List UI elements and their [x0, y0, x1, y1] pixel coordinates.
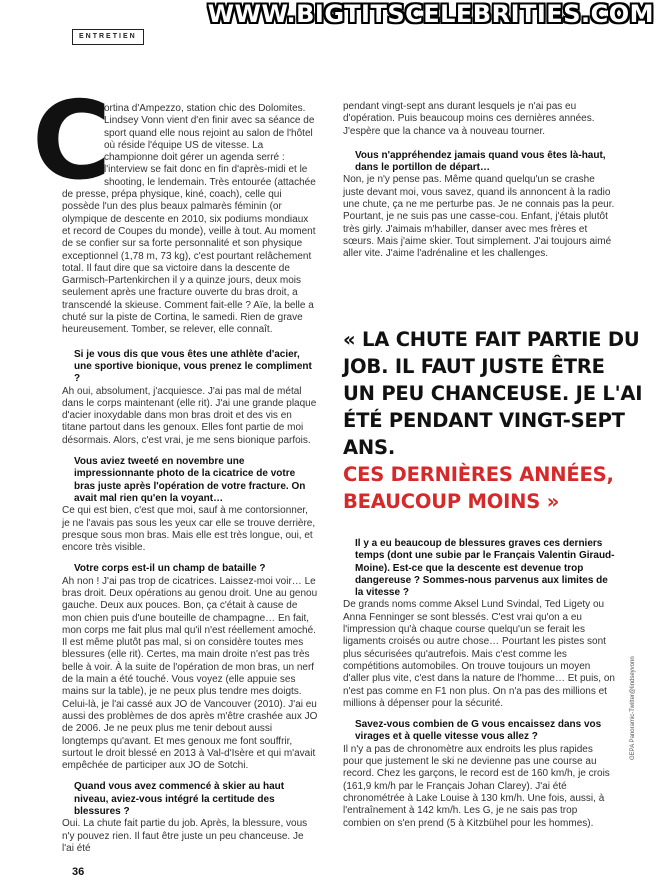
- page-number: 36: [72, 866, 85, 878]
- left-column: [32, 79, 318, 855]
- watermark: WWW.BIGTITSCELEBRITIES.COM: [207, 0, 654, 28]
- pull-quote-main: « LA CHUTE FAIT PARTIE DU JOB. IL FAUT JUSTE ÊTRE UN PEU CHANCEUSE. JE L'AI ÉTÉ PENDANT VINGT-SEPT ANS.: [343, 328, 643, 459]
- intro: [32, 79, 318, 337]
- answer-3: Ah non ! J'ai pas trop de cicatrices. Laissez-moi voir… Le bras droit. Deux opérations au genou droit. Une au genou gauche. Deux aux pouces. Bon, ça c'était à cause de mon chien puis d'une bouteille de champagne… En fait, mon corps me fait plus mal qu'il n'est réellement amoché. Il est même plutôt pas mal, si on considère toutes mes blessures (elle rit). Certes, ma main droite n'est pas très belle à voir. À la suite de l'opération de mon bras, un nerf de la main a été touché. Vous voyez (elle appuie ses mains sur la table), je ne peux plus tendre mes doigts. Celui-là, je l'ai cassé aux JO de Vancouver (2010). J'ai eu aussi des problèmes de dos après m'être crashée aux JO de 2006. Je ne peux plus me tenir debout aussi longtemps qu'avant. Et mes genoux me font souffrir, surtout le droit blessé en 2013 à Val-d'Isère et qui m'avait empêchée de participer aux JO de Sotchi.: [62, 575, 318, 772]
- photo-credit: GEPA Panoramic-Twitter@lindseyvonn: [630, 656, 636, 760]
- question-5: Vous n'appréhendez jamais quand vous êtes là-haut, dans le portillon de départ…: [355, 149, 606, 174]
- answer-4: Oui. La chute fait partie du job. Après, la blessure, vous n'y pouvez rien. Il faut être juste un peu chanceuse. Je l'ai été: [62, 818, 308, 854]
- pull-quote-accent: CES DERNIÈRES ANNÉES, BEAUCOUP MOINS »: [343, 463, 614, 513]
- answer-4-continued: pendant vingt-sept ans durant lesquels je n'ai pas eu d'opération. Puis beaucoup moins ces dernières années. J'espère que la chance va à nouveau tourner.: [343, 101, 595, 137]
- question-6: Il y a eu beaucoup de blessures graves ces derniers temps (dont une subie par le Français Valentin Giraud-Moine). Est-ce que la descente est devenue trop dangereuse ? Sommes-nous parvenus aux limites de la vitesse ?: [355, 538, 615, 599]
- question-7: Savez-vous combien de G vous encaissez dans vos virages et à quelle vitesse vous allez ?: [355, 719, 602, 743]
- answer-6: De grands noms comme Aksel Lund Svindal, Ted Ligety ou Anna Fenninger se sont blessés. C'est vrai qu'on a eu l'impression qu'à chaque course quelqu'un se ferait les ligaments croisés ou autre chose… Pourtant les pistes sont plus sécurisées qu'autrefois. Mais c'est comme les compétitions automobiles. On trouve toujours un moyen d'aller plus vite, c'est dans la nature de l'homme… Et puis, on n'est pas comme en F1 non plus. On n'a pas des millions et millions à dépenser pour la sécurité.: [343, 599, 615, 709]
- question-3: Votre corps est-il un champ de bataille ?: [74, 563, 266, 575]
- answer-5: Non, je n'y pense pas. Même quand quelqu'un se crashe juste devant moi, vous savez, quand ils annoncent à la radio une chute, ça ne me perturbe pas. Je ne connais pas la peur. Pourtant, je ne suis pas une casse-cou. Enfant, j'étais plutôt très girly. J'aimais m'habiller, danser avec mes frères et sœurs. Mais j'aime skier. Tout simplement. J'ai toujours aimé aller vite. J'aime l'adrénaline et les challenges.: [343, 174, 615, 260]
- drop-cap: C: [32, 79, 112, 204]
- answer-1: Ah oui, absolument, j'acquiesce. J'ai pas mal de métal dans le corps maintenant (elle rit). J'ai une grande plaque d'acier inoxydable dans mon bras droit et des vis en titane partout dans les genoux. Elles font partie de moi désormais. Alors, c'est vrai, je me sens bionique parfois.: [62, 385, 317, 446]
- question-1: Si je vous dis que vous êtes une athlète d'acier, une sportive bionique, vous prenez le compliment ?: [74, 348, 312, 385]
- answer-7: Il n'y a pas de chronomètre aux endroits les plus rapides pour que justement le ski ne devienne pas une course au record. Chez les garçons, le record est de 160 km/h, je crois (161,9 km/h par le Français Johan Clarey). J'ai été chronométrée à Lake Louise à 130 km/h. Une fois, aussi, à l'entraînement à 142 km/h. Les G, je ne sais pas trop combien on s'en prend (5 à Kitzbühel pour les hommes).: [343, 743, 610, 829]
- intro-text: ortina d'Ampezzo, station chic des Dolomites. Lindsey Vonn vient d'en finir avec sa séance de sport quand elle nous rejoint au salon de l'hôtel où réside l'équipe US de vitesse. La championne doit gérer un agenda serré : l'interview se fait donc en fin d'après-midi et le shooting, le lendemain. Très entourée (attachée de presse, prépa physique, kiné, coach), celle qui possède l'un des plus beaux palmarès féminin (or olympique de descente en 2010, six podiums mondiaux et record de Coupes du monde), veille à tout. Au moment de se confier sur sa forte personnalité et son physique exceptionnel (1,78 m, 73 kg), c'est pourtant relâchement total. Il faut dire que sa victoire dans la descente de Garmisch-Partenkirchen il y a quinze jours, deux mois seulement après une fracture ouverte du bras droit, a transcendé la skieuse. Comment fait-elle ? Aïe, la belle a chuté sur la piste de Cortina, le samedi. Rien de grave heureusement. Tomber, se relever, elle connaît.: [62, 103, 316, 336]
- right-column-top: [343, 101, 615, 261]
- question-4: Quand vous avez commencé à skier au haut niveau, aviez-vous intégré la certitude des blessures ?: [74, 781, 285, 818]
- answer-2: Ce qui est bien, c'est que moi, sauf à me contorsionner, je ne l'avais pas sous les yeux car elle se trouve derrière, presque sous mon bras. Mais elle est très longue, oui, et encore très visible.: [62, 505, 316, 554]
- pull-quote: [343, 326, 643, 515]
- section-label: ENTRETIEN: [72, 29, 144, 45]
- right-column-bottom: [343, 538, 615, 830]
- question-2: Vous aviez tweeté en novembre une impressionnante photo de la cicatrice de votre bras juste après l'opération de votre fracture. On avait mal rien qu'en la voyant…: [74, 456, 306, 504]
